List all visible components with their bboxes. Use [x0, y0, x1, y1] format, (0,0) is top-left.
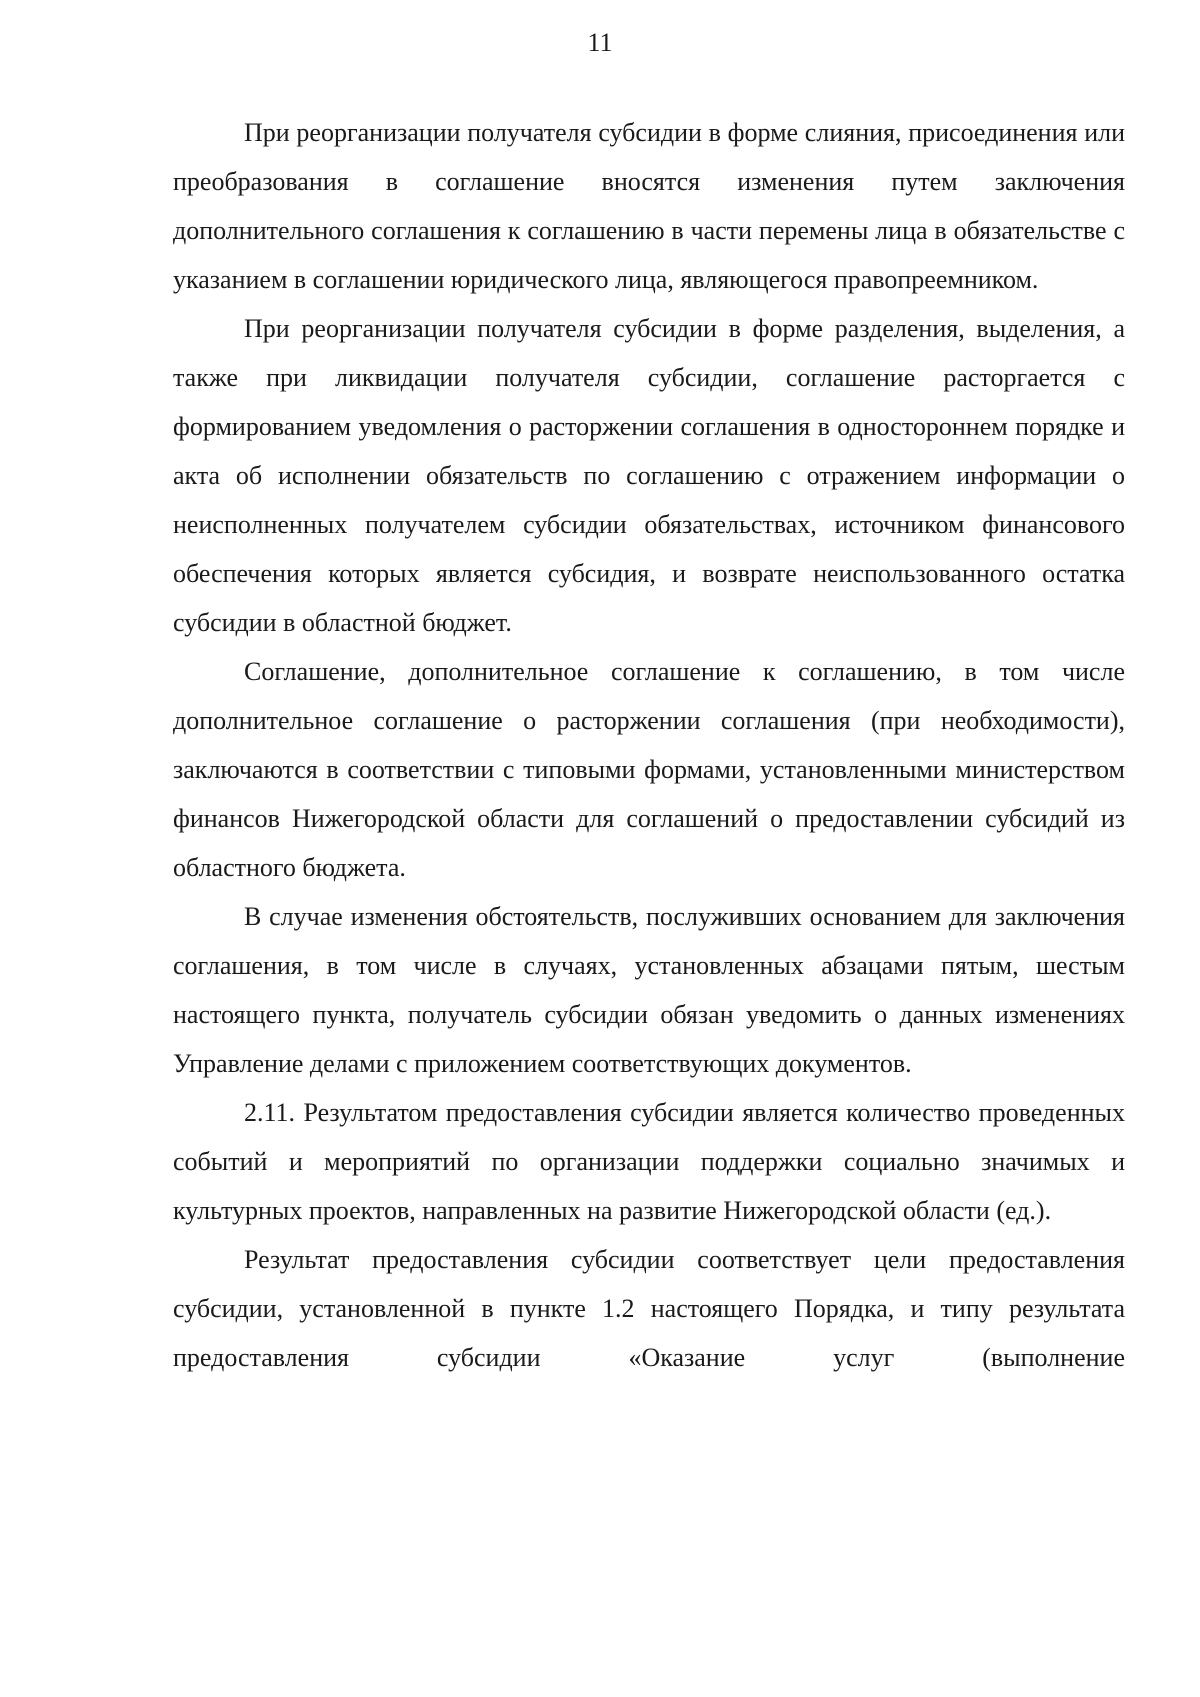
paragraph-reorganization-division: При реорганизации получателя субсидии в форме разделения, выделения, а также при ликвидации получателя субсидии, соглашение расторгается с формированием уведомления о расторжении соглашения в одностороннем порядке и акта об исполнении обязательств по соглашению с отражением информации о неисполненных получателем субсидии обязательствах, источником финансового обеспечения которых является субсидия, и возврате неиспользованного остатка субсидии в областной бюджет. — [173, 314, 1125, 637]
paragraph-change-of-circumstances: В случае изменения обстоятельств, послуживших основанием для заключения соглашения, в том числе в случаях, установленных абзацами пятым, шестым настоящего пункта, получатель субсидии обязан уведомить о данных изменениях Управление делами с приложением соответствующих документов. — [173, 902, 1125, 1078]
paragraph-subsidy-result: 2.11. Результатом предоставления субсидии является количество проведенных событий и мероприятий по организации поддержки социально значимых и культурных проектов, направленных на развитие Нижегородской области (ед.). — [173, 1098, 1125, 1225]
paragraph-result-correspondence: Результат предоставления субсидии соответствует цели предоставления субсидии, установленной в пункте 1.2 настоящего Порядка, и типу результата предоставления субсидии «Оказание услуг (выполнение — [173, 1245, 1125, 1372]
document-body — [173, 108, 1125, 1382]
page-number: 11 — [587, 28, 613, 57]
paragraph-reorganization-merger: При реорганизации получателя субсидии в форме слияния, присоединения или преобразования в соглашение вносятся изменения путем заключения дополнительного соглашения к соглашению в части перемены лица в обязательстве с указанием в соглашении юридического лица, являющегося правопреемником. — [173, 118, 1125, 294]
paragraph-agreement-forms: Соглашение, дополнительное соглашение к соглашению, в том числе дополнительное соглашение о расторжении соглашения (при необходимости), заключаются в соответствии с типовыми формами, установленными министерством финансов Нижегородской области для соглашений о предоставлении субсидий из областного бюджета. — [173, 657, 1125, 882]
